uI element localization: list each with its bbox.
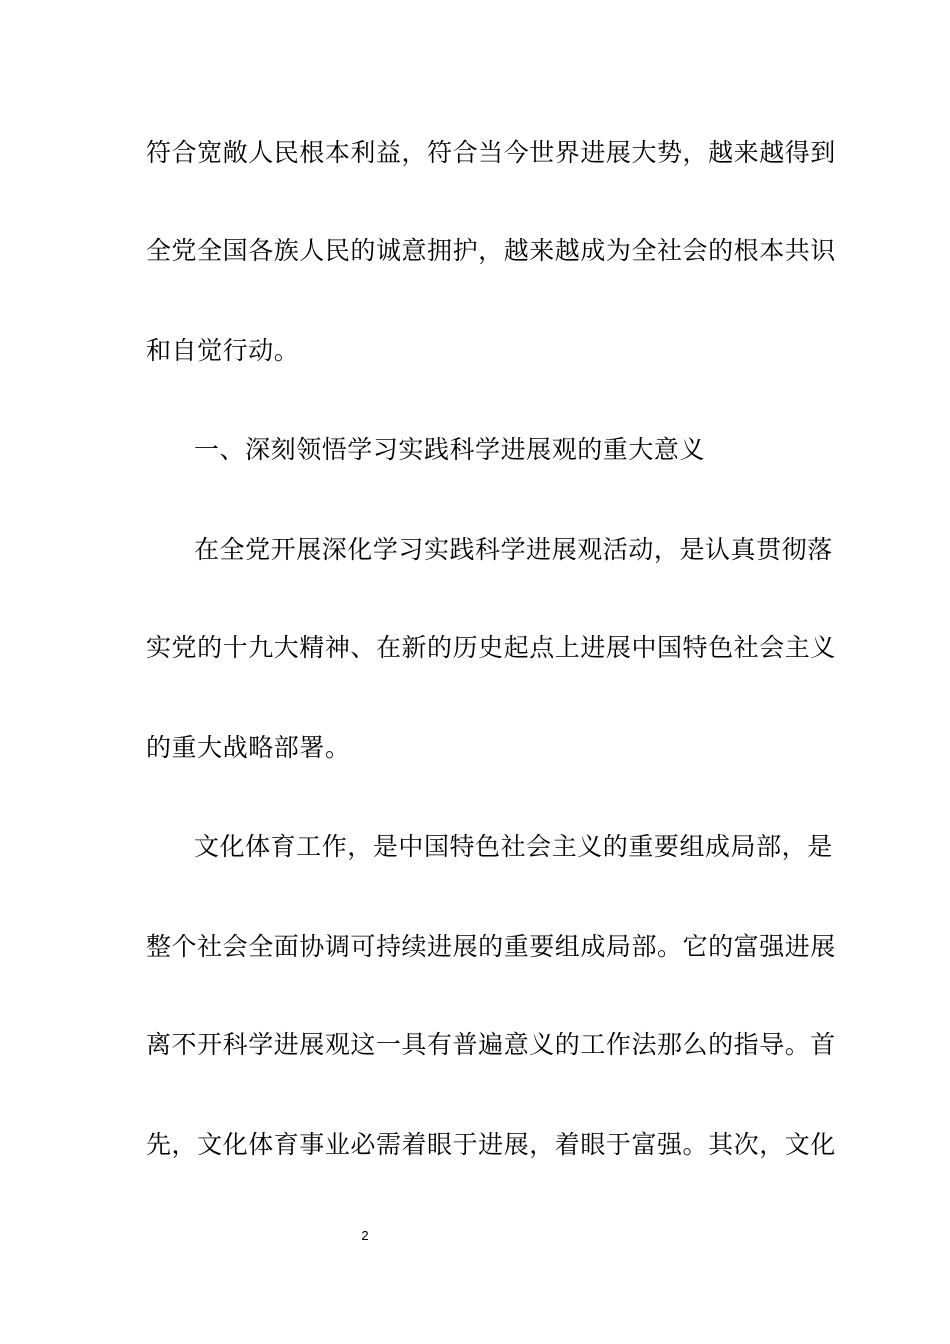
text-line-1: 符合宽敞人民根本利益，符合当今世界进展大势，越来越得到 — [146, 138, 836, 167]
text-line-10: 离不开科学进展观这一具有普遍意义的工作法那么的指导。首 — [146, 1030, 836, 1059]
text-line-3: 和自觉行动。 — [146, 336, 300, 365]
section-heading: 一、深刻领悟学习实践科学进展观的重大意义 — [194, 435, 706, 464]
text-line-6: 实党的十九大精神、在新的历史起点上进展中国特色社会主义 — [146, 633, 836, 662]
text-line-2: 全党全国各族人民的诚意拥护，越来越成为全社会的根本共识 — [146, 236, 836, 265]
text-line-9: 整个社会全面协调可持续进展的重要组成局部。它的富强进展 — [146, 932, 836, 961]
text-line-8: 文化体育工作，是中国特色社会主义的重要组成局部，是 — [194, 832, 833, 861]
page-number: 2 — [361, 1228, 369, 1243]
text-line-5: 在全党开展深化学习实践科学进展观活动，是认真贯彻落 — [194, 535, 833, 564]
text-line-7: 的重大战略部署。 — [146, 733, 351, 762]
text-line-11: 先，文化体育事业必需着眼于进展，着眼于富强。其次，文化 — [146, 1130, 836, 1159]
